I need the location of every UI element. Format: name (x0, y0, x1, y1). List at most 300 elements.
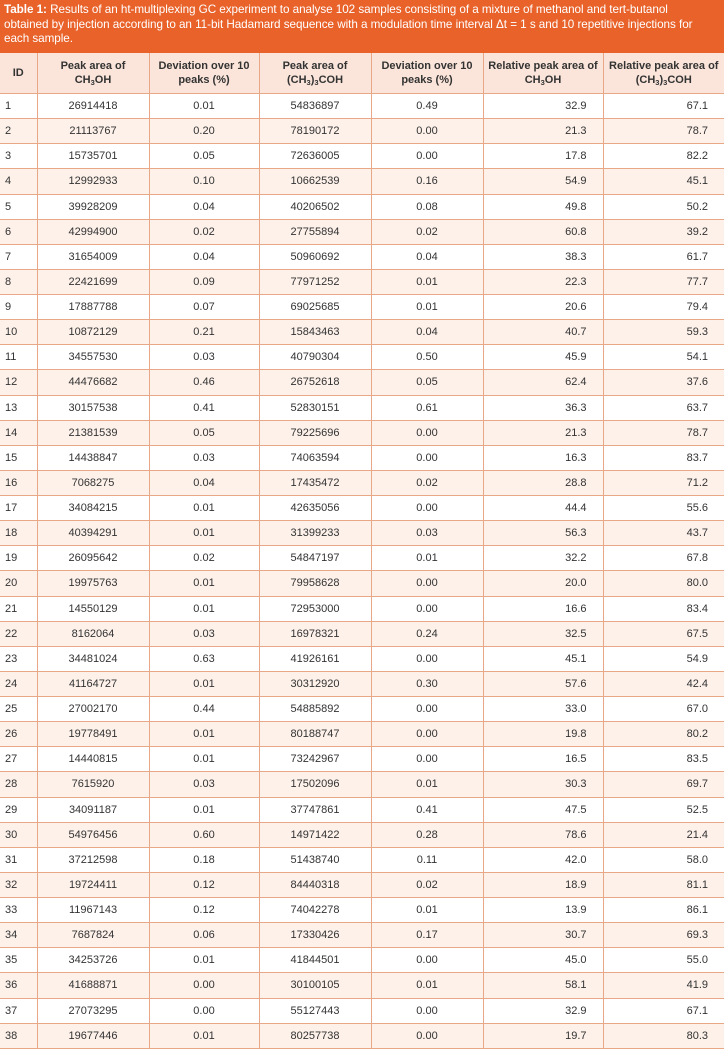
cell-deviation-ch3oh: 0.01 (149, 496, 259, 521)
cell-deviation-ch3oh: 0.12 (149, 898, 259, 923)
formula-part: OH (94, 74, 112, 86)
cell-id: 2 (0, 119, 37, 144)
cell-relative-ch3oh: 30.3 (483, 772, 603, 797)
cell-relative-ch3oh: 78.6 (483, 822, 603, 847)
cell-peak-tbuoh: 54836897 (259, 94, 371, 119)
cell-deviation-ch3oh: 0.01 (149, 747, 259, 772)
cell-id: 29 (0, 797, 37, 822)
table-row (0, 822, 724, 847)
cell-relative-tbuoh: 63.7 (603, 395, 724, 420)
cell-deviation-ch3oh: 0.01 (149, 722, 259, 747)
results-table (0, 53, 724, 1049)
header-relative-ch3oh-label: Relative peak area of (488, 60, 598, 72)
header-relative-tbuoh-label: Relative peak area of (609, 60, 719, 72)
header-peak-ch3oh-label: Peak area of (60, 60, 126, 72)
cell-peak-tbuoh: 80188747 (259, 722, 371, 747)
table-row (0, 521, 724, 546)
table-row (0, 898, 724, 923)
cell-deviation-tbuoh: 0.00 (371, 420, 483, 445)
cell-relative-tbuoh: 86.1 (603, 898, 724, 923)
cell-peak-ch3oh: 27002170 (37, 697, 149, 722)
cell-relative-tbuoh: 67.1 (603, 94, 724, 119)
cell-deviation-tbuoh: 0.00 (371, 747, 483, 772)
cell-peak-ch3oh: 34091187 (37, 797, 149, 822)
cell-peak-ch3oh: 11967143 (37, 898, 149, 923)
cell-peak-tbuoh: 79225696 (259, 420, 371, 445)
cell-peak-tbuoh: 80257738 (259, 1023, 371, 1048)
cell-relative-tbuoh: 81.1 (603, 872, 724, 897)
table-row (0, 345, 724, 370)
cell-deviation-tbuoh: 0.00 (371, 119, 483, 144)
cell-deviation-ch3oh: 0.07 (149, 295, 259, 320)
cell-relative-ch3oh: 28.8 (483, 470, 603, 495)
cell-peak-tbuoh: 79958628 (259, 571, 371, 596)
cell-deviation-ch3oh: 0.01 (149, 671, 259, 696)
cell-peak-ch3oh: 21113767 (37, 119, 149, 144)
cell-relative-ch3oh: 16.5 (483, 747, 603, 772)
formula-subscript: 3 (540, 78, 545, 87)
cell-id: 7 (0, 244, 37, 269)
cell-peak-tbuoh: 51438740 (259, 847, 371, 872)
cell-peak-ch3oh: 19724411 (37, 872, 149, 897)
cell-deviation-tbuoh: 0.00 (371, 697, 483, 722)
cell-deviation-ch3oh: 0.02 (149, 546, 259, 571)
cell-relative-tbuoh: 67.1 (603, 998, 724, 1023)
cell-peak-tbuoh: 37747861 (259, 797, 371, 822)
cell-relative-tbuoh: 37.6 (603, 370, 724, 395)
cell-relative-ch3oh: 42.0 (483, 847, 603, 872)
cell-deviation-ch3oh: 0.01 (149, 797, 259, 822)
cell-relative-ch3oh: 33.0 (483, 697, 603, 722)
cell-relative-tbuoh: 59.3 (603, 320, 724, 345)
cell-peak-tbuoh: 40206502 (259, 194, 371, 219)
cell-peak-tbuoh: 17435472 (259, 470, 371, 495)
cell-id: 18 (0, 521, 37, 546)
cell-peak-tbuoh: 41926161 (259, 646, 371, 671)
table-row (0, 646, 724, 671)
cell-peak-tbuoh: 26752618 (259, 370, 371, 395)
cell-peak-tbuoh: 17330426 (259, 923, 371, 948)
cell-peak-tbuoh: 74063594 (259, 445, 371, 470)
cell-id: 14 (0, 420, 37, 445)
cell-peak-tbuoh: 14971422 (259, 822, 371, 847)
cell-id: 5 (0, 194, 37, 219)
cell-relative-tbuoh: 54.9 (603, 646, 724, 671)
formula-subscript: 3 (90, 78, 95, 87)
cell-relative-ch3oh: 19.7 (483, 1023, 603, 1048)
cell-id: 28 (0, 772, 37, 797)
table-row (0, 722, 724, 747)
cell-deviation-tbuoh: 0.41 (371, 797, 483, 822)
cell-deviation-ch3oh: 0.10 (149, 169, 259, 194)
cell-peak-ch3oh: 27073295 (37, 998, 149, 1023)
cell-peak-tbuoh: 42635056 (259, 496, 371, 521)
table-row (0, 194, 724, 219)
cell-peak-tbuoh: 50960692 (259, 244, 371, 269)
cell-id: 26 (0, 722, 37, 747)
cell-deviation-tbuoh: 0.01 (371, 973, 483, 998)
cell-peak-ch3oh: 37212598 (37, 847, 149, 872)
cell-deviation-tbuoh: 0.00 (371, 445, 483, 470)
cell-relative-ch3oh: 45.9 (483, 345, 603, 370)
cell-relative-tbuoh: 52.5 (603, 797, 724, 822)
cell-relative-tbuoh: 77.7 (603, 269, 724, 294)
cell-relative-tbuoh: 80.3 (603, 1023, 724, 1048)
cell-deviation-tbuoh: 0.03 (371, 521, 483, 546)
cell-peak-ch3oh: 7068275 (37, 470, 149, 495)
cell-relative-ch3oh: 58.1 (483, 973, 603, 998)
table-row (0, 445, 724, 470)
cell-id: 3 (0, 144, 37, 169)
table-row (0, 320, 724, 345)
cell-deviation-ch3oh: 0.44 (149, 697, 259, 722)
formula-part: CH (524, 74, 541, 86)
cell-deviation-ch3oh: 0.01 (149, 1023, 259, 1048)
cell-peak-tbuoh: 69025685 (259, 295, 371, 320)
cell-deviation-tbuoh: 0.11 (371, 847, 483, 872)
cell-deviation-ch3oh: 0.63 (149, 646, 259, 671)
cell-peak-ch3oh: 15735701 (37, 144, 149, 169)
cell-relative-ch3oh: 32.9 (483, 94, 603, 119)
cell-id: 1 (0, 94, 37, 119)
table-row (0, 496, 724, 521)
cell-id: 21 (0, 596, 37, 621)
table-row (0, 998, 724, 1023)
table-row (0, 169, 724, 194)
table-row (0, 671, 724, 696)
table-row (0, 571, 724, 596)
cell-relative-ch3oh: 21.3 (483, 119, 603, 144)
cell-relative-ch3oh: 62.4 (483, 370, 603, 395)
cell-deviation-ch3oh: 0.06 (149, 923, 259, 948)
cell-relative-ch3oh: 49.8 (483, 194, 603, 219)
cell-relative-ch3oh: 21.3 (483, 420, 603, 445)
cell-relative-tbuoh: 67.5 (603, 621, 724, 646)
cell-peak-ch3oh: 7687824 (37, 923, 149, 948)
cell-peak-ch3oh: 7615920 (37, 772, 149, 797)
cell-deviation-ch3oh: 0.03 (149, 445, 259, 470)
cell-relative-ch3oh: 45.1 (483, 646, 603, 671)
cell-deviation-ch3oh: 0.04 (149, 194, 259, 219)
cell-deviation-ch3oh: 0.01 (149, 571, 259, 596)
cell-peak-ch3oh: 19975763 (37, 571, 149, 596)
formula-subscript: 3 (314, 78, 319, 87)
header-deviation-ch3oh-label: Deviation over 10 peaks (%) (158, 60, 250, 86)
cell-deviation-ch3oh: 0.21 (149, 320, 259, 345)
cell-deviation-ch3oh: 0.60 (149, 822, 259, 847)
header-peak-tbuoh-label: Peak area of (282, 60, 348, 72)
header-peak-tbuoh (259, 53, 371, 94)
cell-relative-tbuoh: 80.2 (603, 722, 724, 747)
cell-deviation-ch3oh: 0.02 (149, 219, 259, 244)
cell-deviation-ch3oh: 0.01 (149, 94, 259, 119)
cell-deviation-tbuoh: 0.01 (371, 295, 483, 320)
cell-peak-tbuoh: 40790304 (259, 345, 371, 370)
table-row (0, 847, 724, 872)
cell-peak-tbuoh: 84440318 (259, 872, 371, 897)
cell-peak-tbuoh: 30312920 (259, 671, 371, 696)
table-row (0, 546, 724, 571)
cell-deviation-tbuoh: 0.00 (371, 144, 483, 169)
formula-part: (CH (286, 74, 307, 86)
cell-relative-tbuoh: 67.0 (603, 697, 724, 722)
cell-peak-ch3oh: 19778491 (37, 722, 149, 747)
cell-peak-tbuoh: 52830151 (259, 395, 371, 420)
cell-relative-tbuoh: 83.4 (603, 596, 724, 621)
cell-relative-ch3oh: 56.3 (483, 521, 603, 546)
cell-deviation-tbuoh: 0.01 (371, 772, 483, 797)
cell-peak-tbuoh: 72636005 (259, 144, 371, 169)
cell-id: 32 (0, 872, 37, 897)
formula-part: ) (310, 74, 315, 86)
cell-peak-ch3oh: 10872129 (37, 320, 149, 345)
table-row (0, 596, 724, 621)
cell-relative-tbuoh: 67.8 (603, 546, 724, 571)
cell-deviation-tbuoh: 0.49 (371, 94, 483, 119)
table-row (0, 94, 724, 119)
cell-peak-ch3oh: 40394291 (37, 521, 149, 546)
cell-relative-tbuoh: 45.1 (603, 169, 724, 194)
cell-peak-tbuoh: 54885892 (259, 697, 371, 722)
cell-relative-tbuoh: 82.2 (603, 144, 724, 169)
cell-relative-tbuoh: 41.9 (603, 973, 724, 998)
formula-part: COH (318, 74, 344, 86)
cell-id: 20 (0, 571, 37, 596)
cell-peak-tbuoh: 74042278 (259, 898, 371, 923)
cell-relative-ch3oh: 13.9 (483, 898, 603, 923)
table-row (0, 772, 724, 797)
header-row (0, 53, 724, 94)
cell-id: 24 (0, 671, 37, 696)
cell-peak-ch3oh: 41688871 (37, 973, 149, 998)
cell-relative-tbuoh: 50.2 (603, 194, 724, 219)
cell-relative-ch3oh: 16.6 (483, 596, 603, 621)
header-deviation-tbuoh-label: Deviation over 10 peaks (%) (381, 60, 473, 86)
table-row (0, 470, 724, 495)
cell-id: 19 (0, 546, 37, 571)
cell-relative-ch3oh: 32.5 (483, 621, 603, 646)
cell-peak-tbuoh: 78190172 (259, 119, 371, 144)
cell-deviation-tbuoh: 0.00 (371, 571, 483, 596)
cell-peak-ch3oh: 26095642 (37, 546, 149, 571)
cell-peak-ch3oh: 8162064 (37, 621, 149, 646)
cell-id: 30 (0, 822, 37, 847)
cell-relative-ch3oh: 47.5 (483, 797, 603, 822)
cell-deviation-tbuoh: 0.00 (371, 948, 483, 973)
table-row (0, 219, 724, 244)
cell-relative-ch3oh: 18.9 (483, 872, 603, 897)
table-row (0, 697, 724, 722)
cell-deviation-tbuoh: 0.50 (371, 345, 483, 370)
cell-relative-ch3oh: 32.9 (483, 998, 603, 1023)
cell-relative-tbuoh: 80.0 (603, 571, 724, 596)
cell-deviation-tbuoh: 0.16 (371, 169, 483, 194)
cell-deviation-ch3oh: 0.09 (149, 269, 259, 294)
cell-deviation-tbuoh: 0.00 (371, 1023, 483, 1048)
cell-id: 10 (0, 320, 37, 345)
cell-relative-tbuoh: 42.4 (603, 671, 724, 696)
cell-relative-tbuoh: 55.6 (603, 496, 724, 521)
cell-peak-tbuoh: 41844501 (259, 948, 371, 973)
cell-peak-ch3oh: 34253726 (37, 948, 149, 973)
formula-subscript: 3 (663, 78, 668, 87)
cell-peak-tbuoh: 27755894 (259, 219, 371, 244)
header-deviation-ch3oh (149, 53, 259, 94)
table-row (0, 420, 724, 445)
formula-part: COH (667, 74, 692, 86)
cell-peak-tbuoh: 30100105 (259, 973, 371, 998)
table-row (0, 621, 724, 646)
cell-peak-ch3oh: 12992933 (37, 169, 149, 194)
cell-id: 16 (0, 470, 37, 495)
cell-deviation-ch3oh: 0.01 (149, 948, 259, 973)
table-row (0, 973, 724, 998)
cell-peak-ch3oh: 44476682 (37, 370, 149, 395)
cell-id: 33 (0, 898, 37, 923)
cell-relative-ch3oh: 45.0 (483, 948, 603, 973)
table-body (0, 94, 724, 1049)
cell-relative-tbuoh: 43.7 (603, 521, 724, 546)
cell-peak-ch3oh: 34481024 (37, 646, 149, 671)
cell-peak-tbuoh: 54847197 (259, 546, 371, 571)
cell-deviation-ch3oh: 0.01 (149, 596, 259, 621)
cell-id: 27 (0, 747, 37, 772)
cell-id: 11 (0, 345, 37, 370)
cell-peak-tbuoh: 73242967 (259, 747, 371, 772)
cell-deviation-ch3oh: 0.46 (149, 370, 259, 395)
cell-relative-tbuoh: 79.4 (603, 295, 724, 320)
formula-part: (CH (635, 74, 656, 86)
formula-part: CH (74, 74, 91, 86)
table-row (0, 797, 724, 822)
cell-peak-tbuoh: 72953000 (259, 596, 371, 621)
formula-part: ) (659, 74, 664, 86)
cell-id: 22 (0, 621, 37, 646)
cell-peak-ch3oh: 54976456 (37, 822, 149, 847)
cell-peak-tbuoh: 15843463 (259, 320, 371, 345)
cell-relative-ch3oh: 32.2 (483, 546, 603, 571)
cell-peak-ch3oh: 17887788 (37, 295, 149, 320)
cell-deviation-tbuoh: 0.00 (371, 722, 483, 747)
cell-id: 8 (0, 269, 37, 294)
cell-peak-ch3oh: 41164727 (37, 671, 149, 696)
cell-peak-tbuoh: 17502096 (259, 772, 371, 797)
cell-deviation-tbuoh: 0.00 (371, 496, 483, 521)
cell-relative-tbuoh: 83.5 (603, 747, 724, 772)
cell-peak-tbuoh: 31399233 (259, 521, 371, 546)
cell-id: 38 (0, 1023, 37, 1048)
header-peak-ch3oh (37, 53, 149, 94)
caption-label: Table 1: (4, 3, 47, 16)
cell-deviation-ch3oh: 0.18 (149, 847, 259, 872)
cell-deviation-tbuoh: 0.30 (371, 671, 483, 696)
cell-relative-tbuoh: 78.7 (603, 119, 724, 144)
cell-relative-ch3oh: 44.4 (483, 496, 603, 521)
cell-deviation-ch3oh: 0.00 (149, 973, 259, 998)
formula-subscript: 3 (306, 78, 311, 87)
cell-peak-ch3oh: 31654009 (37, 244, 149, 269)
cell-deviation-ch3oh: 0.03 (149, 621, 259, 646)
formula-subscript: 3 (655, 78, 660, 87)
cell-deviation-tbuoh: 0.01 (371, 546, 483, 571)
header-deviation-tbuoh (371, 53, 483, 94)
caption-text: Results of an ht-multiplexing GC experiment to analyse 102 samples consisting of a mixture of methanol and tert-butanol obtained by injection according to an 11-bit Hadamard sequence with a modulation time interval Δt = 1 s and 10 repetitive injections for each sample. (4, 3, 693, 45)
cell-deviation-ch3oh: 0.12 (149, 872, 259, 897)
cell-deviation-tbuoh: 0.00 (371, 646, 483, 671)
cell-peak-ch3oh: 26914418 (37, 94, 149, 119)
table-row (0, 295, 724, 320)
table-row (0, 872, 724, 897)
cell-relative-tbuoh: 54.1 (603, 345, 724, 370)
cell-deviation-tbuoh: 0.05 (371, 370, 483, 395)
cell-relative-ch3oh: 40.7 (483, 320, 603, 345)
cell-relative-tbuoh: 39.2 (603, 219, 724, 244)
cell-deviation-ch3oh: 0.03 (149, 345, 259, 370)
cell-deviation-ch3oh: 0.20 (149, 119, 259, 144)
cell-peak-tbuoh: 16978321 (259, 621, 371, 646)
cell-relative-tbuoh: 69.7 (603, 772, 724, 797)
cell-id: 36 (0, 973, 37, 998)
cell-relative-ch3oh: 36.3 (483, 395, 603, 420)
cell-deviation-ch3oh: 0.01 (149, 521, 259, 546)
cell-relative-ch3oh: 17.8 (483, 144, 603, 169)
cell-deviation-tbuoh: 0.28 (371, 822, 483, 847)
cell-deviation-ch3oh: 0.03 (149, 772, 259, 797)
cell-deviation-tbuoh: 0.08 (371, 194, 483, 219)
cell-id: 23 (0, 646, 37, 671)
cell-relative-ch3oh: 60.8 (483, 219, 603, 244)
cell-peak-ch3oh: 39928209 (37, 194, 149, 219)
cell-deviation-tbuoh: 0.17 (371, 923, 483, 948)
cell-peak-ch3oh: 19677446 (37, 1023, 149, 1048)
cell-deviation-ch3oh: 0.04 (149, 244, 259, 269)
cell-relative-tbuoh: 55.0 (603, 948, 724, 973)
cell-peak-ch3oh: 34557530 (37, 345, 149, 370)
cell-id: 9 (0, 295, 37, 320)
cell-deviation-tbuoh: 0.02 (371, 872, 483, 897)
cell-deviation-tbuoh: 0.04 (371, 320, 483, 345)
cell-deviation-ch3oh: 0.04 (149, 470, 259, 495)
header-id (0, 53, 37, 94)
cell-id: 12 (0, 370, 37, 395)
cell-relative-tbuoh: 61.7 (603, 244, 724, 269)
cell-id: 25 (0, 697, 37, 722)
table-row (0, 1023, 724, 1048)
cell-relative-ch3oh: 38.3 (483, 244, 603, 269)
cell-deviation-tbuoh: 0.02 (371, 219, 483, 244)
header-id-label: ID (12, 67, 24, 79)
table-row (0, 948, 724, 973)
cell-deviation-ch3oh: 0.05 (149, 420, 259, 445)
cell-relative-tbuoh: 21.4 (603, 822, 724, 847)
cell-relative-ch3oh: 30.7 (483, 923, 603, 948)
cell-id: 31 (0, 847, 37, 872)
cell-peak-ch3oh: 22421699 (37, 269, 149, 294)
cell-relative-tbuoh: 78.7 (603, 420, 724, 445)
cell-relative-ch3oh: 54.9 (483, 169, 603, 194)
cell-relative-tbuoh: 71.2 (603, 470, 724, 495)
cell-id: 35 (0, 948, 37, 973)
cell-relative-ch3oh: 57.6 (483, 671, 603, 696)
cell-peak-tbuoh: 77971252 (259, 269, 371, 294)
cell-peak-tbuoh: 55127443 (259, 998, 371, 1023)
cell-relative-ch3oh: 19.8 (483, 722, 603, 747)
table-row (0, 395, 724, 420)
cell-id: 15 (0, 445, 37, 470)
cell-deviation-tbuoh: 0.01 (371, 269, 483, 294)
cell-peak-tbuoh: 10662539 (259, 169, 371, 194)
cell-deviation-ch3oh: 0.05 (149, 144, 259, 169)
